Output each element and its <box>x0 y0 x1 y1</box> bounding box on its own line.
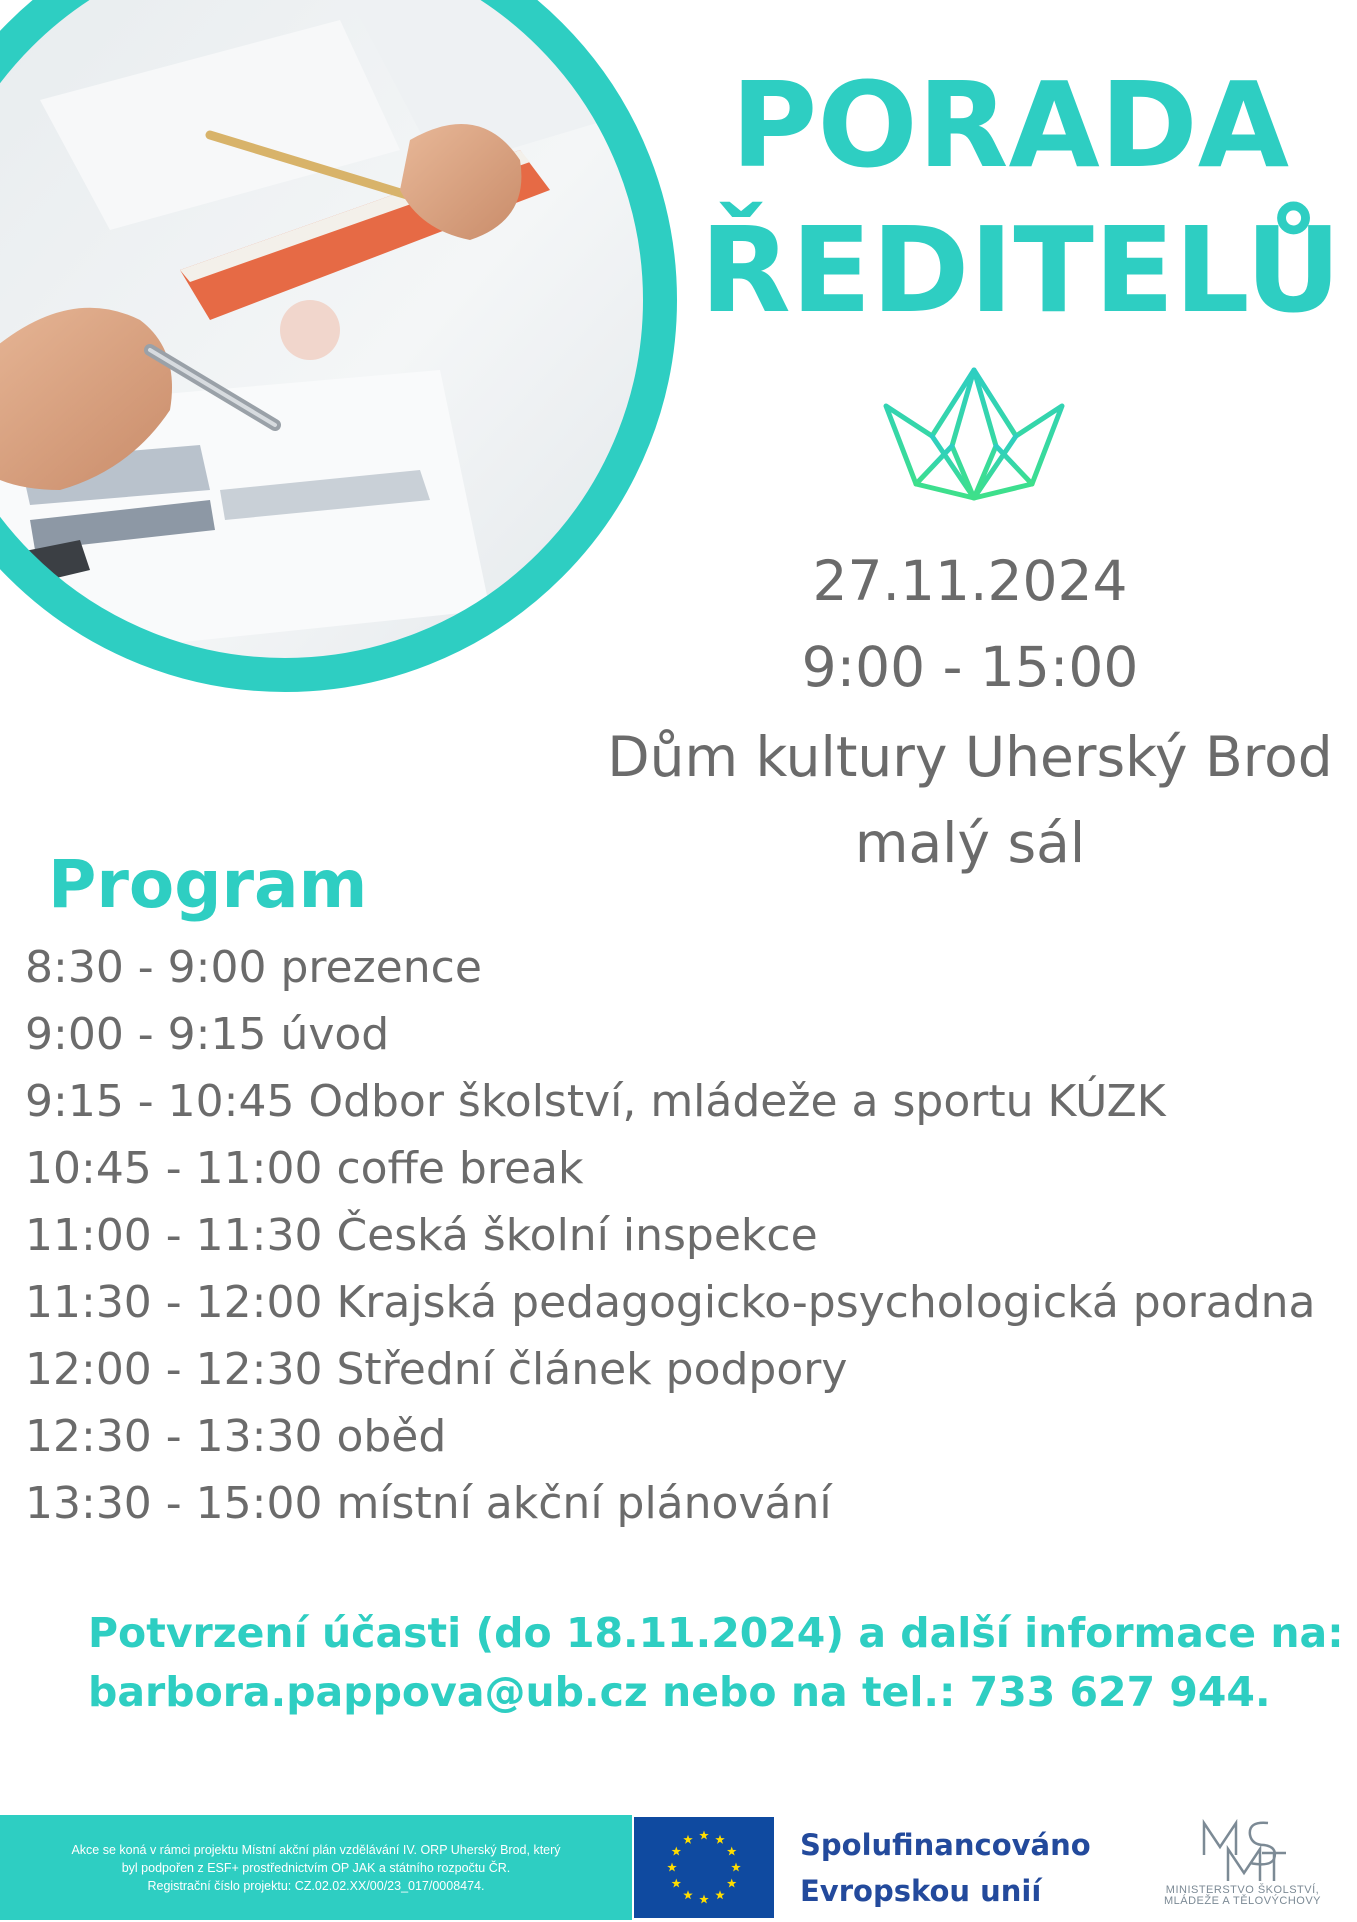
eu-label-line-1: Spolufinancováno <box>800 1828 1091 1862</box>
contact-line-1: Potvrzení účasti (do 18.11.2024) a další informace na: <box>88 1609 1344 1657</box>
program-item: 11:00 - 11:30 Česká školní inspekce <box>25 1210 818 1261</box>
program-item: 10:45 - 11:00 coffe break <box>25 1143 584 1194</box>
eu-label-line-2: Evropskou unií <box>800 1874 1042 1908</box>
event-venue: Dům kultury Uherský Brod <box>607 725 1333 789</box>
program-item: 8:30 - 9:00 prezence <box>25 942 482 993</box>
title-line-2: ŘEDITELŮ <box>700 201 1342 339</box>
program-item: 12:30 - 13:30 oběd <box>25 1411 447 1462</box>
project-info-line-3: Registrační číslo projektu: CZ.02.02.XX/00/23_017/0008474. <box>147 1878 485 1893</box>
title-line-1: PORADA <box>730 56 1290 194</box>
event-time: 9:00 - 15:00 <box>801 635 1139 699</box>
ministry-monogram-icon <box>1198 1815 1288 1885</box>
event-date: 27.11.2024 <box>812 549 1128 613</box>
contact-line-2: barbora.pappova@ub.cz nebo na tel.: 733 627 944. <box>88 1668 1271 1716</box>
ministry-name-line-1: MINISTERSTVO ŠKOLSTVÍ, <box>1165 1884 1320 1896</box>
program-item: 9:15 - 10:45 Odbor školství, mládeže a sportu KÚZK <box>25 1076 1166 1127</box>
eu-flag-icon <box>634 1817 774 1918</box>
program-item: 11:30 - 12:00 Krajská pedagogicko-psychologická poradna <box>25 1277 1316 1328</box>
project-info-line-1: Akce se koná v rámci projektu Místní akční plán vzdělávání IV. ORP Uherský Brod, který <box>71 1842 561 1857</box>
ministry-name-line-2: MLÁDEŽE A TĚLOVÝCHOVY <box>1163 1895 1321 1907</box>
project-info-text <box>59 1841 572 1895</box>
event-room: malý sál <box>854 811 1086 875</box>
program-item: 13:30 - 15:00 místní akční plánování <box>25 1478 832 1529</box>
project-info-line-2: byl podpořen z ESF+ prostřednictvím OP JAK a státního rozpočtu ČR. <box>121 1860 511 1875</box>
ministry-logo <box>1140 1815 1345 1920</box>
geometric-crown-logo <box>882 366 1066 502</box>
program-item: 9:00 - 9:15 úvod <box>25 1009 390 1060</box>
eu-cofunded-label <box>800 1822 1091 1914</box>
program-heading: Program <box>48 846 368 923</box>
program-item: 12:00 - 12:30 Střední článek podpory <box>25 1344 848 1395</box>
project-info-box <box>0 1815 632 1920</box>
program-list <box>25 934 1315 1537</box>
